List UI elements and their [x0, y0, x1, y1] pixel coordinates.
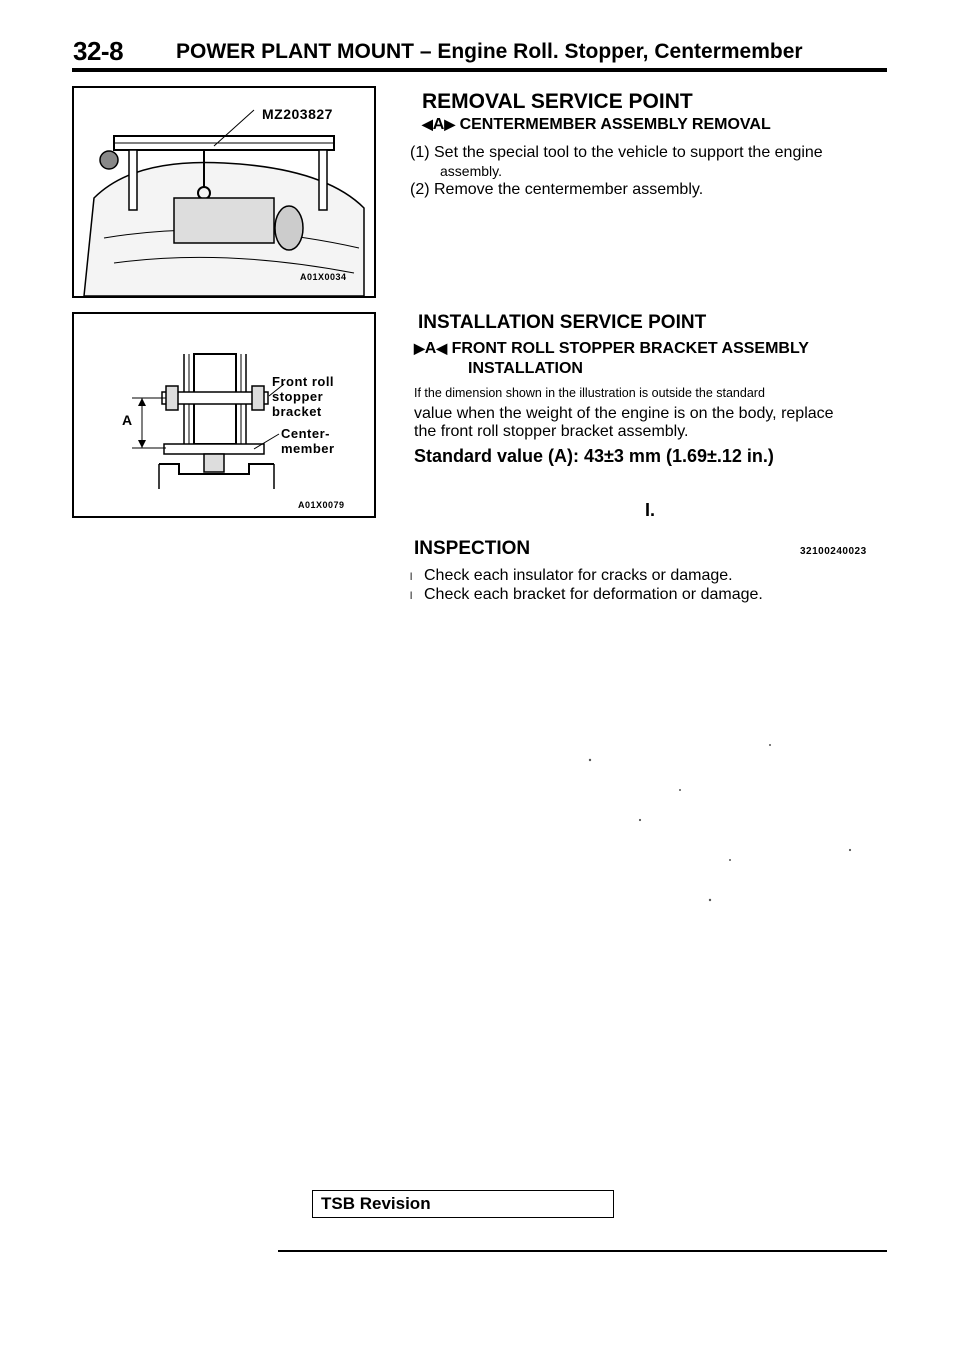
installation-subheading-cont: INSTALLATION [468, 360, 583, 377]
center-label: Center- [281, 426, 331, 441]
bullet: l [410, 591, 413, 602]
tsb-revision-box [312, 1190, 614, 1218]
page-number: 32-8 [73, 36, 124, 66]
installation-subheading-text: FRONT ROLL STOPPER BRACKET ASSEMBLY [451, 340, 809, 357]
removal-marker: A [432, 116, 445, 133]
page-title: POWER PLANT MOUNT – Engine Roll. Stopper, Centermember [176, 40, 803, 63]
removal-step-1: (1) Set the special tool to the vehicle to support the engine [410, 144, 823, 161]
bracket-label: bracket [272, 404, 322, 419]
dimension-a-label: A [122, 412, 133, 428]
figure-code: A01X0079 [298, 500, 345, 510]
installation-para-1: If the dimension shown in the illustration is outside the standard [414, 386, 765, 400]
footer-divider [278, 1250, 887, 1252]
inspection-item-text: Check each insulator for cracks or damage. [424, 567, 733, 584]
installation-para-3: the front roll stopper bracket assembly. [414, 423, 689, 440]
roll-stopper-diagram [74, 314, 374, 516]
removal-heading: REMOVAL SERVICE POINT [422, 90, 693, 113]
header-divider [72, 68, 887, 72]
triangle-left-icon: ◀ [422, 116, 433, 132]
inspection-item-1 [410, 566, 733, 587]
triangle-right-icon: ▶ [414, 340, 425, 356]
stopper-label: stopper [272, 389, 324, 404]
removal-subheading [422, 116, 771, 134]
removal-step-1-cont: assembly. [440, 163, 502, 179]
bullet: l [410, 572, 413, 583]
triangle-right-icon: ▶ [444, 116, 456, 132]
installation-subheading [414, 340, 809, 358]
stray-mark: I. [645, 500, 656, 520]
figure-special-tool [72, 86, 376, 298]
inspection-item-text: Check each bracket for deformation or damage. [424, 586, 763, 603]
removal-subheading-text: CENTERMEMBER ASSEMBLY REMOVAL [459, 116, 771, 133]
member-label: member [281, 441, 335, 456]
figure-code: A01X0034 [300, 272, 347, 282]
triangle-left-icon: ◀ [436, 340, 448, 356]
inspection-heading: INSPECTION [414, 538, 531, 559]
tool-number-label: MZ203827 [262, 106, 333, 122]
tsb-revision-label: TSB Revision [321, 1194, 431, 1213]
installation-marker: A [424, 340, 437, 357]
removal-step-2: (2) Remove the centermember assembly. [410, 181, 704, 198]
scan-noise [380, 700, 880, 940]
installation-heading: INSTALLATION SERVICE POINT [418, 312, 707, 333]
standard-value: Standard value (A): 43±3 mm (1.69±.12 in.) [414, 446, 774, 466]
inspection-item-2 [410, 585, 763, 606]
inspection-code: 32100240023 [800, 546, 867, 557]
figure-roll-stopper [72, 312, 376, 518]
front-roll-label: Front roll [272, 374, 335, 389]
installation-para-2: value when the weight of the engine is on the body, replace [414, 405, 834, 422]
